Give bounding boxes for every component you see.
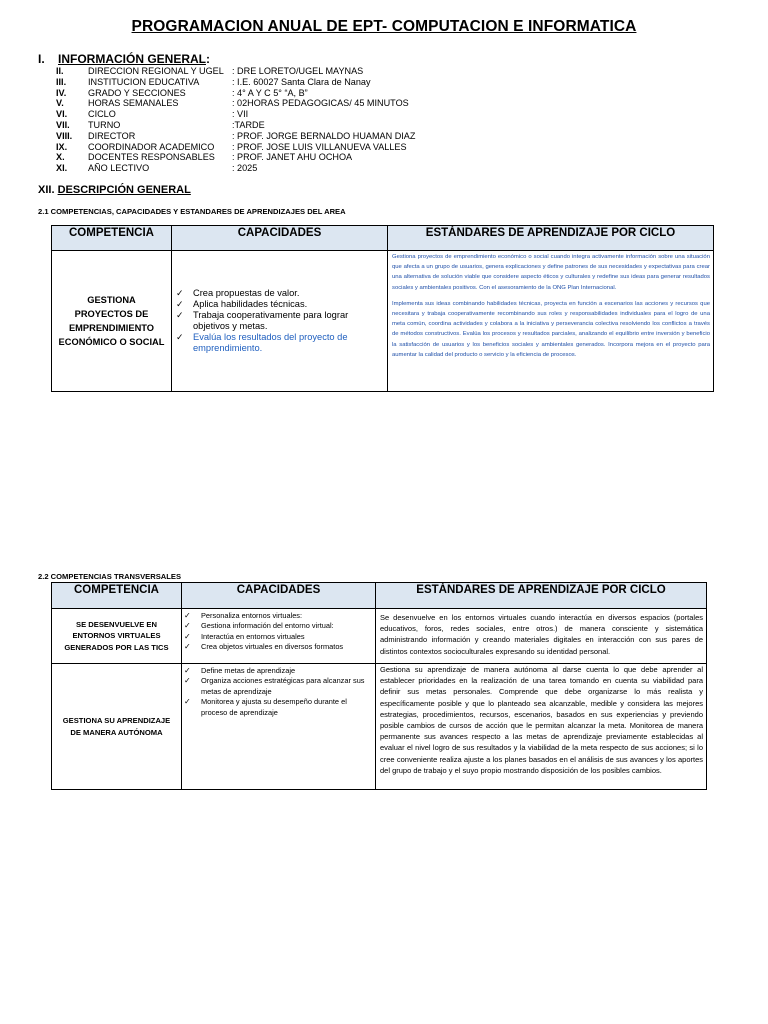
info-row bbox=[56, 77, 415, 88]
info-number: IX. bbox=[56, 141, 68, 152]
info-label: INSTITUCION EDUCATIVA bbox=[88, 76, 200, 87]
list-item bbox=[184, 642, 373, 652]
competencia-cell: GESTIONA SU APRENDIZAJE DE MANERA AUTÓNOMA bbox=[52, 664, 182, 790]
header-competencia: COMPETENCIA bbox=[52, 583, 182, 609]
info-value: : PROF. JANET AHU OCHOA bbox=[232, 152, 353, 163]
checkmark-icon: ✓ bbox=[176, 299, 184, 309]
subsection-2-2-heading: 2.2 COMPETENCIAS TRANSVERSALES bbox=[38, 572, 182, 581]
estandar-cell bbox=[388, 251, 714, 392]
document-title: PROGRAMACION ANUAL DE EPT- COMPUTACION E INFORMATICA bbox=[131, 18, 637, 35]
table-row bbox=[52, 664, 707, 790]
general-info-list bbox=[56, 66, 415, 174]
info-value: : DRE LORETO/UGEL MAYNAS bbox=[232, 66, 364, 76]
info-value: : I.E. 60027 Santa Clara de Nanay bbox=[232, 76, 371, 87]
list-item bbox=[176, 288, 383, 299]
transversal-competencies-table bbox=[51, 582, 707, 790]
info-label: COORDINADOR ACADEMICO bbox=[88, 141, 215, 152]
capacidad-text: Aplica habilidades técnicas. bbox=[193, 299, 308, 309]
capacidad-text: Crea propuestas de valor. bbox=[193, 288, 300, 298]
capacidad-text: Evalúa los resultados del proyecto de emprendimiento. bbox=[193, 332, 348, 353]
capacidad-text: Gestiona información del entorno virtual: bbox=[201, 621, 334, 631]
section-1-suffix: : bbox=[206, 52, 210, 66]
competencies-table bbox=[51, 225, 714, 392]
info-number: II. bbox=[56, 66, 64, 76]
checkmark-icon: ✓ bbox=[176, 288, 184, 298]
subsection-2-1-heading: 2.1 COMPETENCIAS, CAPACIDADES Y ESTANDARES DE APRENDIZAJES DEL AREA bbox=[38, 207, 346, 216]
header-estandares: ESTÁNDARES DE APRENDIZAJE POR CICLO bbox=[388, 226, 714, 251]
info-row bbox=[56, 131, 415, 142]
info-number: X. bbox=[56, 152, 65, 163]
checkmark-icon: ✓ bbox=[176, 332, 184, 342]
checkmark-icon: ✓ bbox=[176, 310, 184, 320]
info-label: DOCENTES RESPONSABLES bbox=[88, 152, 215, 163]
info-row bbox=[56, 98, 415, 109]
capacidad-text: Organiza acciones estratégicas para alcanzar sus metas de aprendizaje bbox=[201, 676, 365, 696]
capacidad-text: Crea objetos virtuales en diversos formatos bbox=[201, 642, 344, 652]
estandar-cell: Gestiona su aprendizaje de manera autónoma al darse cuenta lo que debe aprender al establecer prioridades en la realización de una tarea tomando en cuenta su viabilidad para definir sus metas personales. Comprende que debe organizarse lo más realista y específicamente posible y que lo planteado sea alcanzable, medible y considera las mejores estrategias, procedimientos, recursos, escenarios, basados en sus experiencias y previendo posible cambios de cursos de acción que le permitan alcanzar la meta. Monitorea de manera permanente sus avances respecto a las metas de aprendizaje previamente establecidas al evaluar el nivel logro de sus resultados y la viabilidad de la meta respecto de sus acciones; si lo cree conveniente realiza ajuste a los planes basados en el análisis de sus avances y los aportes del grupo de trabajo y el suyo propio mostrando disposición de los posibles cambios. bbox=[376, 664, 707, 790]
info-label: TURNO bbox=[88, 119, 121, 130]
info-number: III. bbox=[56, 76, 67, 87]
section-12-label: DESCRIPCIÓN GENERAL bbox=[57, 184, 191, 196]
capacidades-cell bbox=[182, 664, 376, 790]
table-row bbox=[52, 609, 707, 664]
estandar-paragraph: Implementa sus ideas combinando habilidades técnicas, proyecta en función a escenarios las acciones y recursos que necesitara y trabaja cooperativamente recombinando sus roles y responsabilidades individuales para el logro de una meta común, coordina actividades y colabora a la iniciativa y perseverancia colectiva resolviendo los conflictos a través de métodos constructivos. Evalúa los procesos y resultados parciales, analizando el equilibrio entre inversión y beneficio la satisfacción de usuarios y los beneficios sociales y ambientales generados. Incorpora mejora en el proyecto para aumentar la calidad del producto o servicio y la eficiencia de procesos. bbox=[392, 300, 710, 358]
header-capacidades: CAPACIDADES bbox=[182, 583, 376, 609]
table-header-row bbox=[52, 583, 707, 609]
capacidad-text: Trabaja cooperativamente para lograr objetivos y metas. bbox=[193, 310, 349, 331]
capacidad-text: Define metas de aprendizaje bbox=[201, 666, 296, 675]
info-row bbox=[56, 66, 415, 77]
list-item bbox=[184, 666, 373, 676]
list-item bbox=[184, 632, 373, 642]
checkmark-icon: ✓ bbox=[184, 676, 191, 686]
section-12-number: XII. bbox=[38, 184, 55, 196]
capacidad-text: Interactúa en entornos virtuales bbox=[201, 631, 305, 641]
info-number: IV. bbox=[56, 87, 67, 98]
info-row bbox=[56, 88, 415, 99]
info-label: DIRECTOR bbox=[88, 130, 136, 141]
competencia-cell: GESTIONA PROYECTOS DE EMPRENDIMIENTO ECONÓMICO O SOCIAL bbox=[52, 251, 172, 392]
checkmark-icon: ✓ bbox=[184, 697, 191, 707]
list-item bbox=[176, 299, 383, 310]
info-value: : 02HORAS PEDAGOGICAS/ 45 MINUTOS bbox=[232, 98, 409, 109]
list-item bbox=[184, 611, 373, 621]
info-label: DIRECCION REGIONAL Y UGEL bbox=[88, 66, 224, 76]
list-item bbox=[184, 676, 373, 697]
info-row bbox=[56, 152, 415, 163]
checkmark-icon: ✓ bbox=[184, 666, 191, 675]
info-label: CICLO bbox=[88, 109, 116, 120]
estandar-cell: Se desenvuelve en los entornos virtuales cuando interactúa en diversos espacios (portales educativos, foros, redes sociales, entre otros.) de manera consciente y sistemática administrando información y creando materiales digitales en interacción con sus pares de distintos contextos socioculturales expresando su identidad personal. bbox=[376, 609, 707, 664]
info-row bbox=[56, 142, 415, 153]
info-row bbox=[56, 109, 415, 120]
capacidades-list bbox=[184, 611, 373, 653]
info-value: : VII bbox=[232, 109, 249, 120]
info-number: XI. bbox=[56, 163, 68, 174]
competencia-cell: SE DESENVUELVE EN ENTORNOS VIRTUALES GENERADOS POR LAS TICS bbox=[52, 609, 182, 664]
info-label: GRADO Y SECCIONES bbox=[88, 87, 186, 98]
capacidad-text: Monitorea y ajusta su desempeño durante el proceso de aprendizaje bbox=[201, 697, 347, 717]
table-header-row bbox=[52, 226, 714, 251]
list-item bbox=[176, 332, 383, 354]
info-number: VI. bbox=[56, 109, 68, 120]
list-item bbox=[176, 310, 383, 332]
checkmark-icon: ✓ bbox=[184, 631, 191, 641]
info-row bbox=[56, 163, 415, 174]
info-number: VIII. bbox=[56, 130, 73, 141]
info-label: HORAS SEMANALES bbox=[88, 98, 179, 109]
list-item bbox=[184, 621, 373, 631]
info-number: VII. bbox=[56, 119, 70, 130]
estandar-paragraph: Gestiona proyectos de emprendimiento económico o social cuando integra activamente información sobre una situación que afecta a un grupo de usuarios, genera explicaciones y define patrones de sus necesidades y expectativas para crear una alternativa de solución viable que considere aspecto éticos y culturales y redefine sus ideas para generar resultados sociales y ambientales positivos. Con el asesoramiento de la ONG Plan Internacional. bbox=[392, 254, 710, 291]
table-row bbox=[52, 251, 714, 392]
capacidad-text: Personaliza entornos virtuales: bbox=[201, 611, 303, 620]
header-competencia: COMPETENCIA bbox=[52, 226, 172, 251]
info-number: V. bbox=[56, 98, 64, 109]
capacidades-list bbox=[184, 666, 373, 718]
list-item bbox=[184, 697, 373, 718]
checkmark-icon: ✓ bbox=[184, 642, 191, 652]
info-label: AÑO LECTIVO bbox=[88, 163, 150, 174]
header-capacidades: CAPACIDADES bbox=[172, 226, 388, 251]
capacidades-list bbox=[176, 288, 383, 354]
section-1-heading bbox=[38, 52, 210, 66]
section-1-label: INFORMACIÓN GENERAL bbox=[58, 52, 206, 66]
info-value: : PROF. JORGE BERNALDO HUAMAN DIAZ bbox=[232, 130, 416, 141]
capacidades-cell bbox=[182, 609, 376, 664]
header-estandares: ESTÁNDARES DE APRENDIZAJE POR CICLO bbox=[376, 583, 707, 609]
checkmark-icon: ✓ bbox=[184, 621, 191, 631]
section-12-heading bbox=[38, 184, 191, 196]
capacidades-cell bbox=[172, 251, 388, 392]
info-value: : 4° A Y C 5° “A, B” bbox=[232, 87, 308, 98]
info-value: :TARDE bbox=[232, 119, 265, 130]
info-row bbox=[56, 120, 415, 131]
info-value: : 2025 bbox=[232, 163, 258, 174]
info-value: : PROF. JOSE LUIS VILLANUEVA VALLES bbox=[232, 141, 407, 152]
checkmark-icon: ✓ bbox=[184, 611, 191, 620]
section-1-number: I. bbox=[38, 52, 45, 66]
